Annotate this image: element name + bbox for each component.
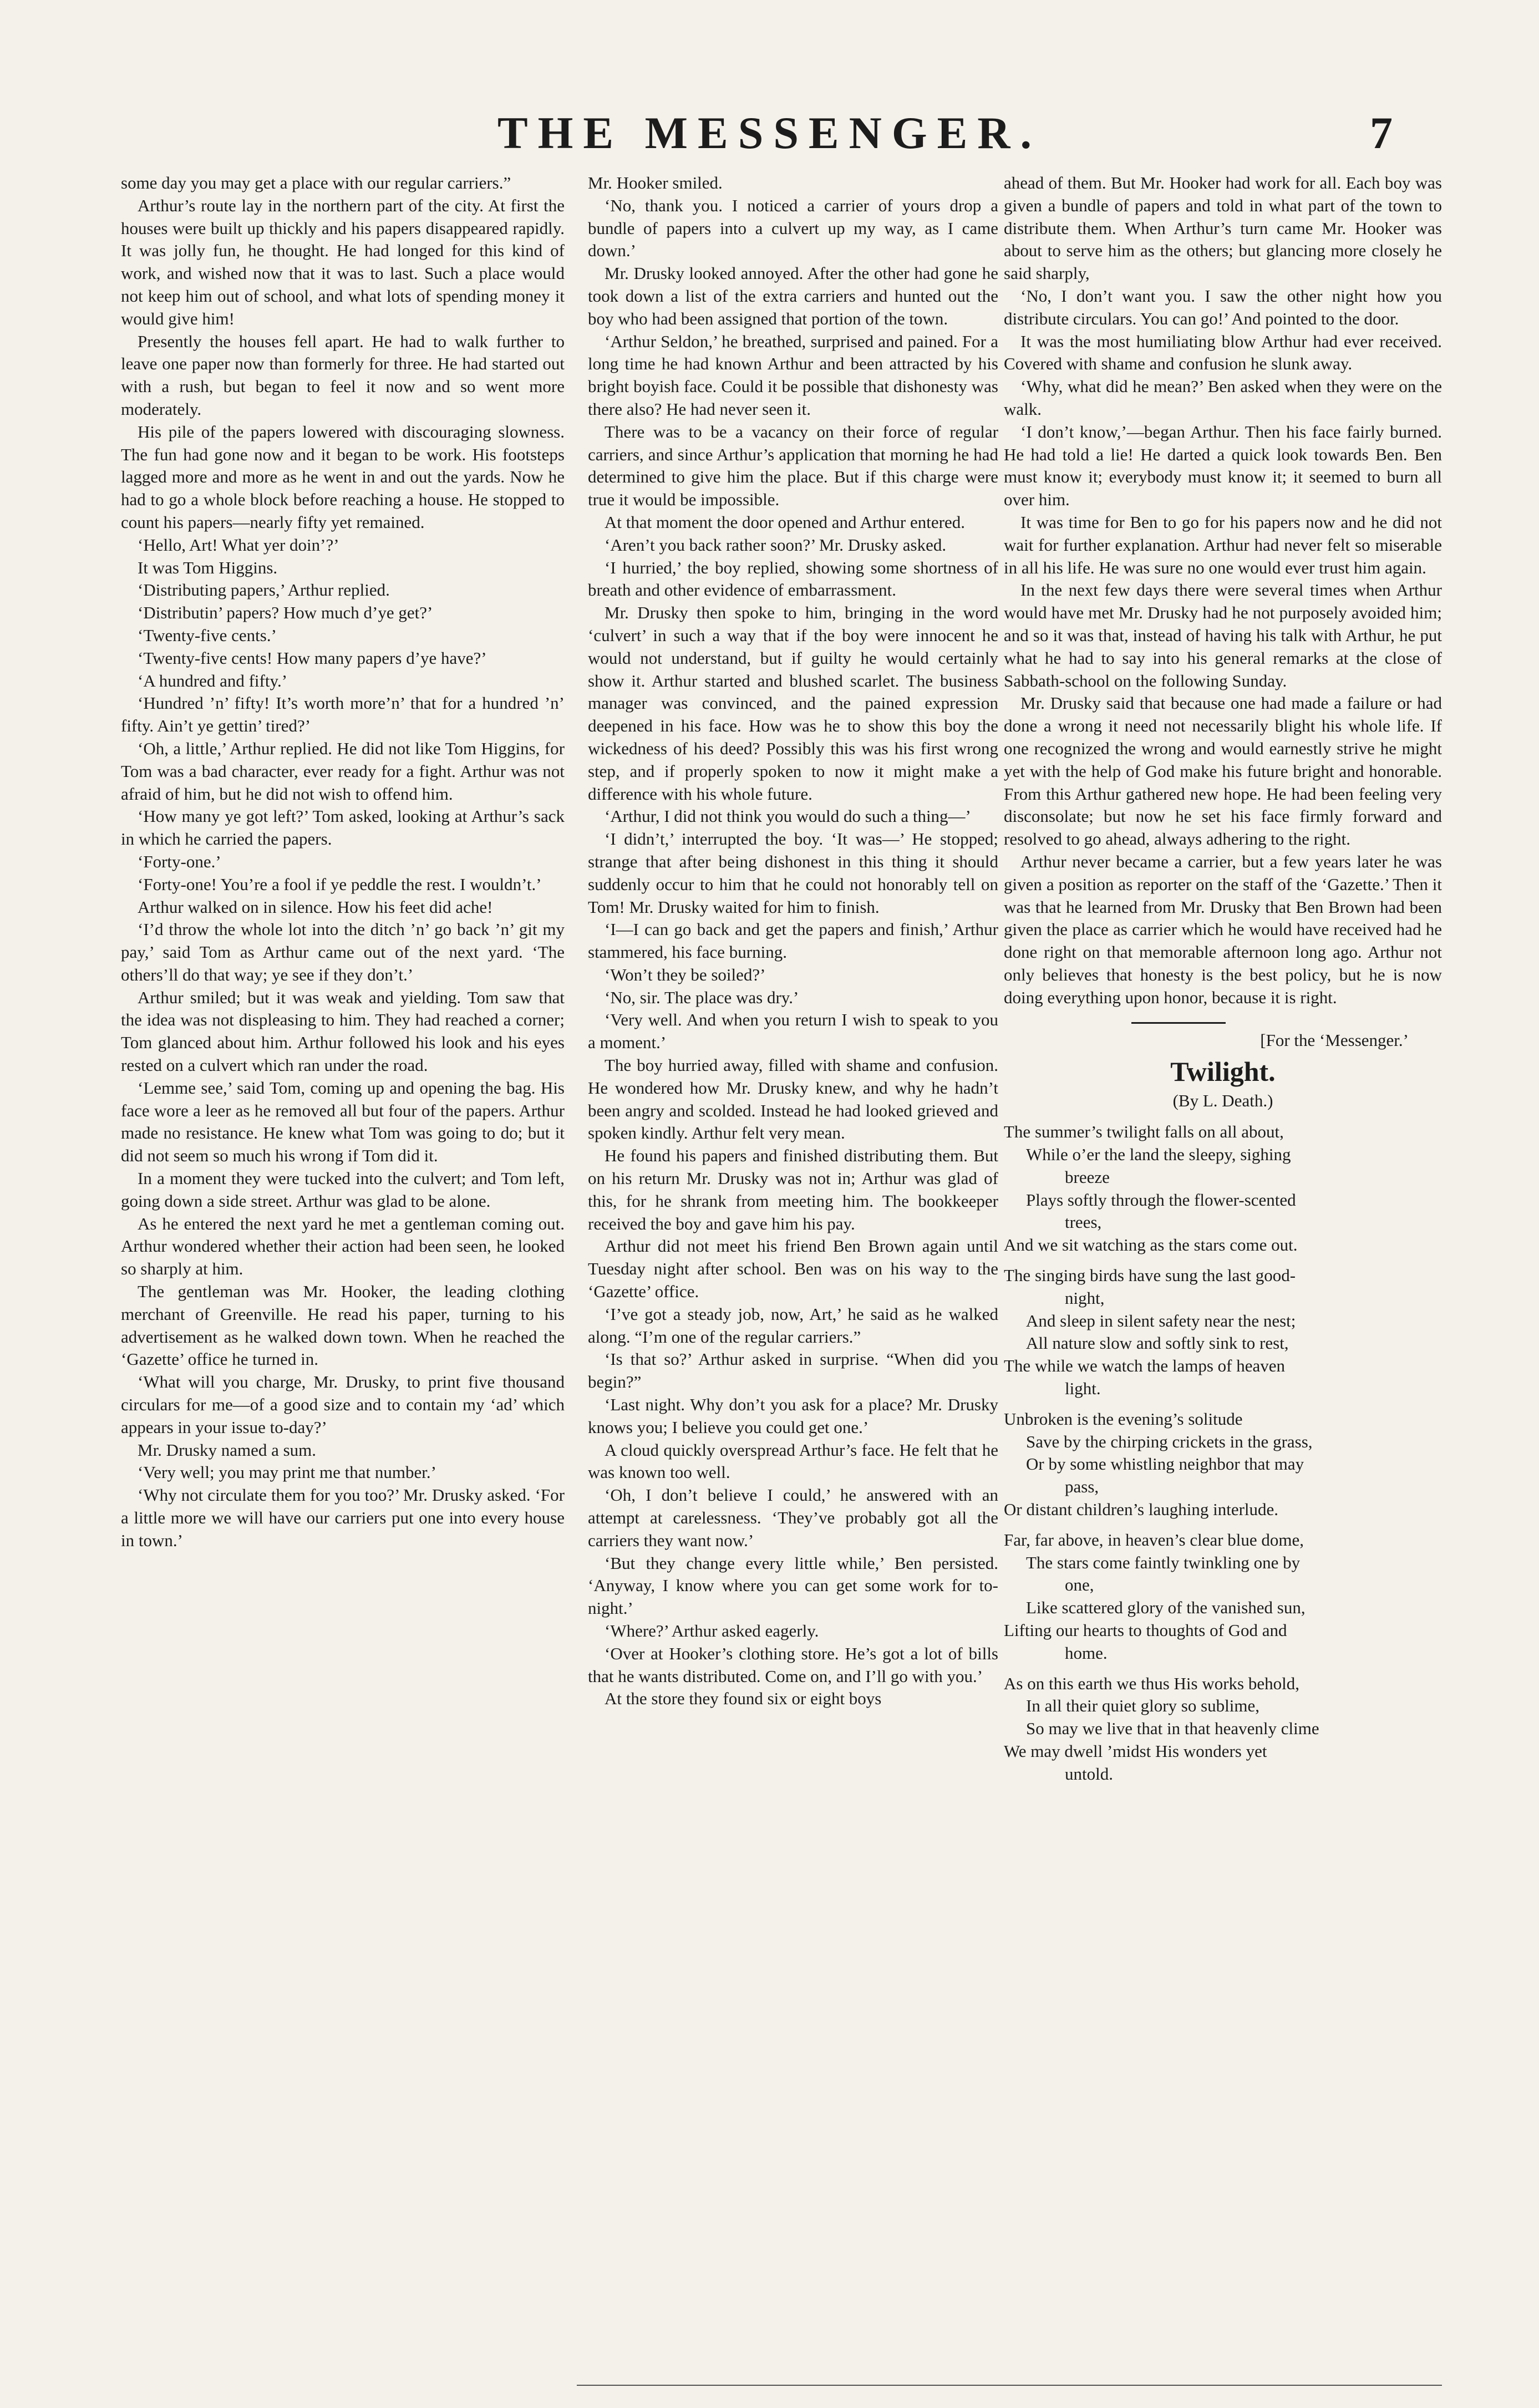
- col1-paragraph: ‘Hundred ’n’ fifty! It’s worth more’n’ that for a hundred ’n’ fifty. Ain’t ye gettin’ tired?’: [121, 693, 565, 736]
- col1-paragraph: ‘Lemme see,’ said Tom, coming up and opening the bag. His face wore a leer as he removed all but four of the papers. Arthur made no resistance. He knew what Tom was going to do; but it did not seem so much his wrong if Tom did it.: [121, 1078, 565, 1166]
- poem-line: pass,: [1065, 1477, 1099, 1497]
- poem-line: Plays softly through the flower-scented: [1026, 1190, 1296, 1210]
- col2-paragraph: ‘Is that so?’ Arthur asked in surprise. “When did you begin?”: [588, 1349, 998, 1392]
- col2-paragraph: ‘I’ve got a steady job, now, Art,’ he said as he walked along. “I’m one of the regular carriers.”: [588, 1304, 998, 1347]
- col1-paragraph: ‘Very well; you may print me that number.’: [138, 1462, 436, 1482]
- col2-paragraph: The boy hurried away, filled with shame and confusion. He wondered how Mr. Drusky knew, and why he hadn’t been angry and scolded. Instead he had looked grieved and spoken kindly. Arthur felt very mean.: [588, 1055, 998, 1143]
- col2-paragraph: ‘No, sir. The place was dry.’: [605, 987, 799, 1007]
- col2-paragraph: ‘Arthur, I did not think you would do such a thing—’: [605, 806, 971, 826]
- poem-line: The singing birds have sung the last good-: [1004, 1266, 1296, 1286]
- story-column-1: [121, 172, 565, 1552]
- poem-line: And we sit watching as the stars come out.: [1004, 1235, 1298, 1255]
- poem-line: So may we live that in that heavenly clime: [1026, 1719, 1319, 1739]
- col1-paragraph: ‘Hello, Art! What yer doin’?’: [138, 535, 339, 555]
- poem-line: We may dwell ’midst His wonders yet: [1004, 1741, 1267, 1761]
- poem-line: light.: [1065, 1379, 1101, 1399]
- col2-paragraph: ‘But they change every little while,’ Ben persisted. ‘Anyway, I know where you can get some work for to-night.’: [588, 1553, 998, 1618]
- poem-stanza: [1004, 1529, 1442, 1665]
- col3-paragraph: ahead of them. But Mr. Hooker had work for all. Each boy was given a bundle of papers and told in what part of the town to distribute them. When Arthur’s turn came Mr. Hooker was about to serve him as the others; but glancing more closely he said sharply,: [1004, 173, 1442, 283]
- col2-paragraph: Mr. Drusky then spoke to him, bringing in the word ‘culvert’ in such a way that if the boy were innocent he would not understand, but if guilty he would certainly show it. Arthur started and blushed scarlet. The business manager was convinced, and the pained expression deepened in his face. How was he to show this boy the wickedness of his deed? Possibly this was his first wrong step, and if properly spoken to now it might make a difference with his whole future.: [588, 603, 998, 804]
- poem-title: Twilight.: [1170, 1056, 1276, 1088]
- poem-line: The stars come faintly twinkling one by: [1026, 1552, 1301, 1572]
- poem-line: While o’er the land the sleepy, sighing: [1026, 1145, 1291, 1165]
- poem-block: [1004, 1022, 1442, 1785]
- story-column-3-paragraphs: [1004, 172, 1442, 1009]
- col3-paragraph: Mr. Drusky said that because one had made a failure or had done a wrong it need not necessarily blight his whole life. If one recognized the wrong and would earnestly strive he might yet with the help of God make his future bright and honorable. From this Arthur gathered new hope. He had been feeling very disconsolate; but now he set his face firmly forward and resolved to go ahead, always adhering to the right.: [1004, 693, 1442, 849]
- col1-paragraph: ‘Twenty-five cents.’: [138, 625, 277, 645]
- poem-line: night,: [1065, 1288, 1105, 1308]
- col1-paragraph: As he entered the next yard he met a gentleman coming out. Arthur wondered whether their action had been seen, he looked so sharply at him.: [121, 1213, 565, 1279]
- col1-paragraph: ‘What will you charge, Mr. Drusky, to print five thousand circulars for me—of a good size and to contain my ‘ad’ which appears in your issue to-day?’: [121, 1372, 565, 1437]
- col3-paragraph: It was the most humiliating blow Arthur had ever received. Covered with shame and confusion he slunk away.: [1004, 331, 1442, 374]
- col2-paragraph: ‘Oh, I don’t believe I could,’ he answered with an attempt at carelessness. ‘They’ve probably got all the carriers they want now.’: [588, 1485, 998, 1550]
- poem-line: The while we watch the lamps of heaven: [1004, 1356, 1286, 1376]
- poem-stanza: [1004, 1264, 1442, 1400]
- col1-paragraph: ‘Distributin’ papers? How much d’ye get?’: [138, 603, 433, 623]
- poem-line: All nature slow and softly sink to rest,: [1026, 1333, 1289, 1353]
- poem-stanza: [1004, 1121, 1442, 1257]
- col1-paragraph: ‘Oh, a little,’ Arthur replied. He did not like Tom Higgins, for Tom was a bad character, ever ready for a fight. Arthur was not afraid of him, but he did not wish to offend him.: [121, 738, 565, 804]
- col1-paragraph: Mr. Drusky named a sum.: [138, 1440, 317, 1460]
- masthead: [0, 105, 1539, 166]
- poem-line: In all their quiet glory so sublime,: [1026, 1696, 1260, 1716]
- col3-paragraph: ‘I don’t know,’—began Arthur. Then his face fairly burned. He had told a lie! He darted a quick look towards Ben. Ben must know it; everybody must know it; it seemed to burn all over him.: [1004, 421, 1442, 510]
- poem-line: The summer’s twilight falls on all about,: [1004, 1122, 1284, 1142]
- col2-paragraph: Mr. Hooker smiled.: [588, 173, 723, 192]
- col1-paragraph: His pile of the papers lowered with discouraging slowness. The fun had gone now and it began to be work. His footsteps lagged more and more as he went in and out the yards. Now he had to go a whole block before reaching a house. He stopped to count his papers—nearly fifty yet remained.: [121, 421, 565, 532]
- col2-paragraph: Arthur did not meet his friend Ben Brown again until Tuesday night after school. Ben was on his way to the ‘Gazette’ office.: [588, 1236, 998, 1302]
- col2-paragraph: ‘I—I can go back and get the papers and finish,’ Arthur stammered, his face burning.: [588, 919, 998, 962]
- poem-stanzas: [1004, 1121, 1442, 1785]
- poem-line: one,: [1065, 1575, 1094, 1595]
- col2-paragraph: ‘I didn’t,’ interrupted the boy. ‘It was—’ He stopped; strange that after being dishonest in this thing it should suddenly occur to him that he could not honorably tell on Tom! Mr. Drusky waited for him to finish.: [588, 829, 998, 917]
- col3-paragraph: It was time for Ben to go for his papers now and he did not wait for further explanation. Arthur had never felt so miserable in all his life. He was sure no one would ever trust him again.: [1004, 512, 1442, 577]
- col1-paragraph: ‘A hundred and fifty.’: [138, 670, 288, 690]
- poem-line: untold.: [1065, 1764, 1113, 1784]
- poem-divider: [1131, 1022, 1226, 1024]
- col2-paragraph: ‘I hurried,’ the boy replied, showing some shortness of breath and other evidence of embarrassment.: [588, 557, 998, 600]
- col3-paragraph: ‘Why, what did he mean?’ Ben asked when they were on the walk.: [1004, 377, 1442, 419]
- poem-stanza: [1004, 1673, 1442, 1786]
- poem-line: Or distant children’s laughing interlude.: [1004, 1500, 1279, 1520]
- col1-paragraph: The gentleman was Mr. Hooker, the leading clothing merchant of Greenville. He read his paper, turning to his advertisement as he walked down town. When he reached the ‘Gazette’ office he turned in.: [121, 1282, 565, 1369]
- poem-line: Like scattered glory of the vanished sun,: [1026, 1598, 1306, 1618]
- poem-line: home.: [1065, 1643, 1108, 1663]
- col1-paragraph: ‘Distributing papers,’ Arthur replied.: [138, 580, 390, 600]
- poem-credit: [For the ‘Messenger.’: [1260, 1030, 1409, 1050]
- col2-paragraph: ‘Very well. And when you return I wish to speak to you a moment.’: [588, 1010, 998, 1053]
- col3-paragraph: In the next few days there were several times when Arthur would have met Mr. Drusky had he not purposely avoided him; and so it was that, instead of having his talk with Arthur, he put what he had to say into his general remarks at the close of Sabbath-school on the following Sunday.: [1004, 580, 1442, 690]
- col3-paragraph: Arthur never became a carrier, but a few years later he was given a position as reporter on the staff of the ‘Gazette.’ Then it was that he learned from Mr. Drusky that Ben Brown had been given the place as carrier which he would have received had he done right on that memorable afternoon long ago. Arthur not only believes that honesty is the best policy, but he is now doing everything upon honor, because it is right.: [1004, 851, 1442, 1007]
- masthead-title: THE MESSENGER.: [497, 108, 1042, 158]
- col1-paragraph: Arthur walked on in silence. How his feet did ache!: [138, 897, 493, 917]
- poem-line: Or by some whistling neighbor that may: [1026, 1454, 1304, 1474]
- col2-paragraph: He found his papers and finished distributing them. But on his return Mr. Drusky was not in; Arthur was glad of this, for he shrank from meeting him. The bookkeeper received the boy and gave him his pay.: [588, 1146, 998, 1233]
- col1-paragraph: Arthur’s route lay in the northern part of the city. At first the houses were built up thickly and his papers disappeared rapidly. It was jolly fun, he thought. He had longed for this kind of work, and wished now that it was to last. Such a place would not keep him out of school, and what lots of spending money it would give him!: [121, 195, 565, 328]
- col2-paragraph: ‘Last night. Why don’t you ask for a place? Mr. Drusky knows you; I believe you could get one.’: [588, 1395, 998, 1437]
- poem-stanza: [1004, 1408, 1442, 1521]
- bottom-rule: [577, 2385, 1442, 2386]
- poem-line: Lifting our hearts to thoughts of God and: [1004, 1620, 1287, 1640]
- col2-paragraph: ‘Over at Hooker’s clothing store. He’s got a lot of bills that he wants distributed. Come on, and I’ll go with you.’: [588, 1643, 998, 1686]
- col2-paragraph: ‘Aren’t you back rather soon?’ Mr. Drusky asked.: [605, 535, 947, 555]
- col1-paragraph: ‘I’d throw the whole lot into the ditch ’n’ go back ’n’ git my pay,’ said Tom as Arthur came out of the next yard. ‘The others’ll do that way; ye see if they don’t.’: [121, 919, 565, 984]
- col2-paragraph: At that moment the door opened and Arthur entered.: [605, 512, 965, 532]
- col2-paragraph: ‘Won’t they be soiled?’: [605, 964, 766, 984]
- col1-paragraph: ‘Forty-one.’: [138, 851, 221, 871]
- poem-author: (By L. Death.): [1172, 1091, 1273, 1111]
- poem-line: Unbroken is the evening’s solitude: [1004, 1409, 1243, 1429]
- col1-paragraph: some day you may get a place with our regular carriers.”: [121, 173, 511, 192]
- col1-paragraph: Presently the houses fell apart. He had to walk further to leave one paper now than formerly for three. He had started out with a rush, but began to feel it now and so went more moderately.: [121, 331, 565, 419]
- col1-paragraph: Arthur smiled; but it was weak and yielding. Tom saw that the idea was not displeasing to him. They had reached a corner; Tom glanced about him. Arthur followed his look and his eyes rested on a culvert which ran under the road.: [121, 987, 565, 1075]
- col1-paragraph: ‘Forty-one! You’re a fool if ye peddle the rest. I wouldn’t.’: [138, 874, 542, 894]
- poem-line: breeze: [1065, 1167, 1110, 1187]
- poem-line: trees,: [1065, 1212, 1102, 1232]
- col1-paragraph: ‘Twenty-five cents! How many papers d’ye have?’: [138, 648, 487, 668]
- col2-paragraph: Mr. Drusky looked annoyed. After the other had gone he took down a list of the extra carriers and hunted out the boy who had been assigned that portion of the town.: [588, 263, 998, 328]
- poem-line: And sleep in silent safety near the nest;: [1026, 1310, 1296, 1330]
- col3-paragraph: ‘No, I don’t want you. I saw the other night how you distribute circulars. You can go!’ And pointed to the door.: [1004, 286, 1442, 328]
- story-column-2: [588, 172, 998, 1710]
- poem-line: Far, far above, in heaven’s clear blue dome,: [1004, 1530, 1304, 1550]
- col2-paragraph: ‘Arthur Seldon,’ he breathed, surprised and pained. For a long time he had known Arthur and been attracted by his bright boyish face. Could it be possible that dishonesty was there also? He had never seen it.: [588, 331, 998, 419]
- col2-paragraph: A cloud quickly overspread Arthur’s face. He felt that he was known too well.: [588, 1440, 998, 1482]
- col2-paragraph: There was to be a vacancy on their force of regular carriers, and since Arthur’s application that morning he had determined to give him the place. But if this charge were true it would be impossible.: [588, 421, 998, 510]
- col2-paragraph: ‘Where?’ Arthur asked eagerly.: [605, 1621, 819, 1640]
- poem-line: Save by the chirping crickets in the grass,: [1026, 1431, 1313, 1451]
- col1-paragraph: ‘How many ye got left?’ Tom asked, looking at Arthur’s sack in which he carried the papers.: [121, 806, 565, 849]
- col2-paragraph: At the store they found six or eight boys: [605, 1689, 882, 1709]
- col1-paragraph: In a moment they were tucked into the culvert; and Tom left, going down a side street. Arthur was glad to be alone.: [121, 1169, 565, 1211]
- page-number: 7: [1370, 108, 1393, 158]
- col1-paragraph: It was Tom Higgins.: [138, 557, 278, 577]
- col1-paragraph: ‘Why not circulate them for you too?’ Mr. Drusky asked. ‘For a little more we will have our carriers put one into every house in town.’: [121, 1485, 565, 1550]
- col2-paragraph: ‘No, thank you. I noticed a carrier of yours drop a bundle of papers into a culvert up my way, as I came down.’: [588, 195, 998, 261]
- story-column-3: [1004, 172, 1442, 1786]
- poem-line: As on this earth we thus His works behold,: [1004, 1673, 1299, 1693]
